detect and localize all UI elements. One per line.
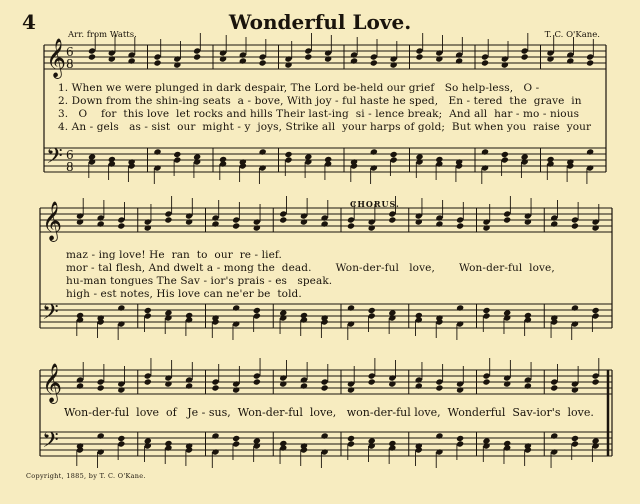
note-head [211, 384, 219, 391]
note-head [253, 378, 261, 385]
note-head [321, 432, 329, 439]
note-head [185, 382, 193, 389]
note-head [481, 59, 489, 66]
note-head [88, 53, 96, 60]
note-head [253, 307, 261, 314]
note-head [501, 151, 509, 158]
note-head [284, 151, 292, 158]
verse-line-2-b: mor - tal flesh, And dwelt a - mong the dead. Won-der-ful love, Won-der-ful love, [66, 262, 555, 274]
note-head [524, 382, 532, 389]
note-head [259, 59, 267, 66]
note-head [321, 384, 329, 391]
copyright-notice: Copyright, 1885, by T. C. O'Kane. [26, 472, 146, 480]
note-head [259, 148, 267, 155]
note-head [232, 435, 240, 442]
note-head [144, 307, 152, 314]
note-head [388, 380, 396, 387]
note-head [347, 222, 355, 229]
note-head [300, 218, 308, 225]
note-head [482, 224, 490, 231]
verse-line-1: 1. When we were plunged in dark despair, The Lord be-held our grief So help-less, O - [58, 82, 540, 94]
note-head [232, 304, 240, 311]
note-head [347, 304, 355, 311]
note-head [239, 57, 247, 64]
note-head [211, 432, 219, 439]
note-head [501, 61, 509, 68]
note-head [232, 386, 240, 393]
note-head [521, 53, 529, 60]
note-head [571, 435, 579, 442]
verse-line-1-b: maz - ing love! He ran to our re - lief. [66, 249, 282, 261]
note-head [370, 148, 378, 155]
note-head [153, 59, 161, 66]
note-head [524, 218, 532, 225]
chorus-lyrics: Won-der-ful love of Je - sus, Won-der-ful love, won-der-ful love, Wonderful Sav-ior's love. [64, 406, 594, 419]
note-head [117, 304, 125, 311]
note-head [592, 378, 600, 385]
note-head [368, 224, 376, 231]
note-head [592, 307, 600, 314]
note-head [503, 216, 511, 223]
note-head [390, 151, 398, 158]
note-head [76, 218, 84, 225]
note-head [592, 224, 600, 231]
note-head [219, 55, 227, 62]
note-head [550, 384, 558, 391]
note-head [370, 59, 378, 66]
note-head [164, 216, 172, 223]
arranger-credit: Arr. from Watts. [68, 30, 137, 40]
note-head [232, 222, 240, 229]
note-head [128, 57, 136, 64]
page-number: 4 [22, 10, 36, 34]
note-head [97, 432, 105, 439]
note-head [368, 307, 376, 314]
treble-clef-icon: 𝄞 [46, 38, 67, 78]
note-head [173, 61, 181, 68]
note-head [324, 55, 332, 62]
time-signature-bottom: 8 [66, 160, 74, 174]
hymn-title: Wonderful Love. [228, 10, 412, 34]
note-head [482, 307, 490, 314]
verse-line-4-b: high - est notes, His love can ne'er be told. [66, 288, 302, 300]
note-head [347, 435, 355, 442]
note-head [144, 378, 152, 385]
note-head [550, 432, 558, 439]
note-head [550, 220, 558, 227]
note-head [193, 53, 201, 60]
note-head [546, 55, 554, 62]
note-head [455, 57, 463, 64]
note-head [435, 220, 443, 227]
note-head [284, 61, 292, 68]
note-head [97, 384, 105, 391]
note-head [117, 222, 125, 229]
treble-clef-icon: 𝄞 [42, 201, 63, 241]
bass-clef-icon: 𝄢 [42, 428, 59, 458]
note-head [347, 386, 355, 393]
note-head [76, 382, 84, 389]
chorus-label: CHORUS. [350, 199, 400, 209]
note-head [117, 435, 125, 442]
note-head [435, 432, 443, 439]
note-head [415, 218, 423, 225]
note-head [97, 220, 105, 227]
note-head [368, 378, 376, 385]
treble-clef-icon: 𝄞 [42, 363, 63, 403]
note-head [482, 378, 490, 385]
note-head [566, 57, 574, 64]
note-head [503, 380, 511, 387]
note-head [153, 148, 161, 155]
note-head [571, 222, 579, 229]
note-head [586, 148, 594, 155]
note-head [456, 304, 464, 311]
note-head [211, 220, 219, 227]
note-head [435, 384, 443, 391]
note-head [415, 382, 423, 389]
note-head [117, 386, 125, 393]
note-head [350, 57, 358, 64]
verse-line-2: 2. Down from the shin-ing seats a - bove, With joy - ful haste he sped, En - tered the grave in [58, 95, 582, 107]
bass-clef-icon: 𝄢 [42, 300, 59, 330]
bass-clef-icon: 𝄢 [46, 144, 63, 174]
note-head [435, 55, 443, 62]
note-head [415, 53, 423, 60]
time-signature-top: 6 [66, 148, 74, 162]
time-signature-bottom: 8 [66, 57, 74, 71]
note-head [456, 435, 464, 442]
verse-line-4: 4. An - gels as - sist our might - y joys, Strike all your harps of gold; But when you raise your [58, 121, 592, 133]
note-head [388, 216, 396, 223]
note-head [571, 386, 579, 393]
note-head [321, 220, 329, 227]
verse-line-3: 3. O for this love let rocks and hills Their last-ing si - lence break; And all har - mo - nious [58, 108, 580, 120]
note-head [571, 304, 579, 311]
time-signature-top: 6 [66, 45, 74, 59]
note-head [456, 386, 464, 393]
note-head [300, 382, 308, 389]
note-head [279, 380, 287, 387]
note-head [279, 216, 287, 223]
note-head [481, 148, 489, 155]
note-head [108, 55, 116, 62]
note-head [304, 53, 312, 60]
composer-credit: T. C. O'Kane. [544, 30, 600, 40]
note-head [185, 218, 193, 225]
note-head [173, 151, 181, 158]
note-head [164, 380, 172, 387]
note-head [253, 224, 261, 231]
note-head [456, 222, 464, 229]
note-head [586, 59, 594, 66]
note-head [144, 224, 152, 231]
note-head [390, 61, 398, 68]
verse-line-3-b: hu-man tongues The Sav - ior's prais - es speak. [66, 275, 333, 287]
